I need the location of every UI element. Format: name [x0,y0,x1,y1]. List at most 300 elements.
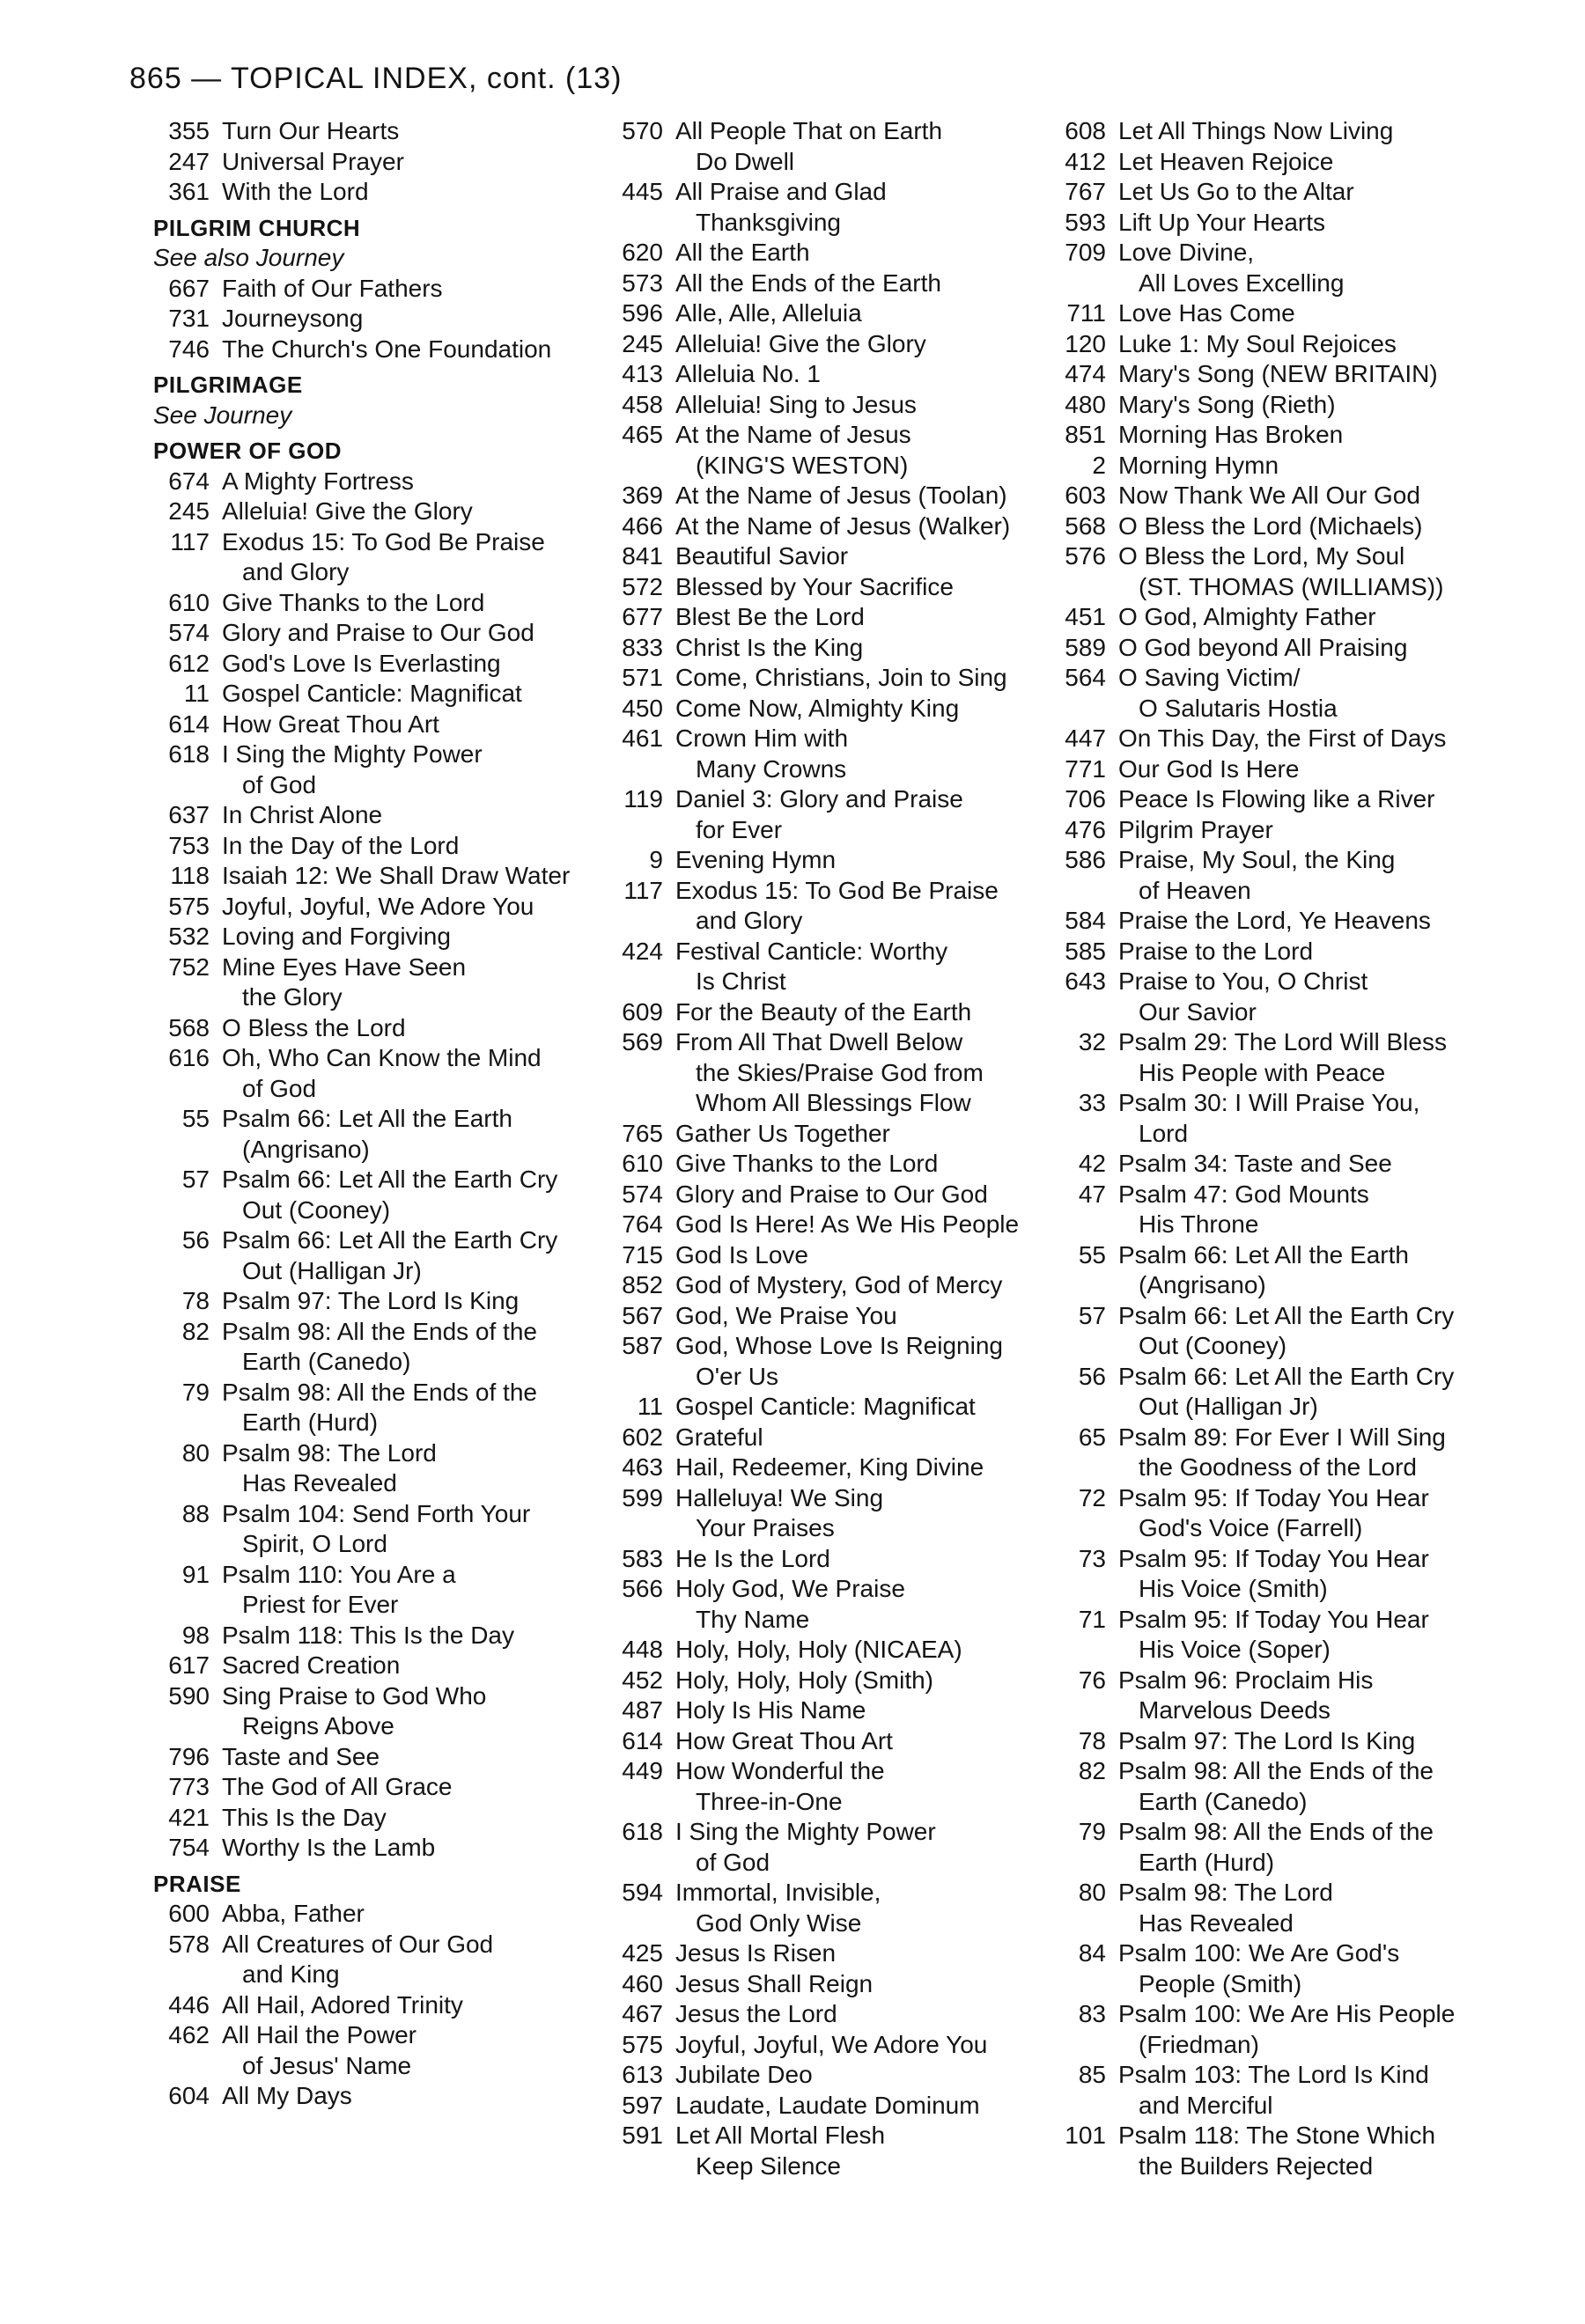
index-entry [594,1969,1035,2000]
entry-title: Praise to the Lord [1118,937,1314,965]
hymn-number: 590 [168,1681,210,1710]
entry-title: For the Beauty of the Earth [675,997,972,1026]
hymn-number: 731 [168,305,210,332]
hymn-number: 833 [622,633,663,661]
entry-title: the Goodness of the Lord [1139,1453,1417,1481]
entry-title: (Angrisano) [1139,1271,1266,1298]
index-entry [594,390,1035,421]
entry-title: God of Mystery, God of Mercy [675,1271,1003,1298]
entry-title: Beautiful Savior [675,542,849,570]
hymn-number: 32 [1078,1028,1106,1055]
entry-title: Alle, Alle, Alleluia [675,299,862,327]
hymn-number: 476 [1065,815,1106,843]
section-heading: PILGRIM CHURCH [153,214,361,241]
entry-title: Laudate, Laudate Dominum [675,2091,980,2119]
hymn-number: 752 [168,952,210,981]
entry-title: of God [242,770,317,798]
hymn-number: 80 [181,1438,210,1467]
entry-title: Mary's Song (Rieth) [1118,390,1336,418]
entry-title: With the Lord [222,178,369,205]
entry-title: Psalm 97: The Lord Is King [1118,1726,1416,1754]
entry-continuation [141,1408,599,1438]
index-entry [1037,511,1495,542]
entry-title: Journeysong [222,305,364,332]
hymn-number: 576 [1065,542,1106,570]
index-entry [594,633,1035,664]
entry-title: Many Crowns [696,754,847,783]
entry-title: All Hail, Adored Trinity [222,1990,463,2019]
entry-title: Marvelous Deeds [1139,1696,1331,1724]
hymn-number: 578 [168,1930,210,1958]
entry-title: His Voice (Smith) [1139,1575,1328,1602]
index-entry [141,274,599,305]
index-entry [141,1772,599,1803]
hymn-number: 584 [1065,907,1106,934]
entry-title: Faith of Our Fathers [222,274,443,302]
index-entry [141,952,599,983]
hymn-number: 617 [168,1651,210,1679]
hymn-number: 84 [1078,1939,1106,1967]
entry-title: Give Thanks to the Lord [675,1150,939,1177]
index-column-3 [1037,116,1495,2181]
entry-title: Holy, Holy, Holy (NICAEA) [675,1636,962,1663]
entry-title: and Glory [696,907,803,934]
index-entry [594,1726,1035,1757]
hymn-number: 421 [168,1803,210,1831]
entry-title: How Great Thou Art [675,1726,893,1754]
hymn-number: 610 [622,1150,663,1177]
index-entry [1037,754,1495,785]
entry-title: Let Us Go to the Altar [1118,178,1354,205]
entry-continuation [594,815,1035,846]
index-entry [1037,1938,1495,1969]
hymn-number: 613 [622,2061,663,2088]
entry-title: Psalm 66: Let All the Earth [222,1105,512,1132]
entry-title: Lord [1139,1119,1189,1147]
entry-title: Turn Our Hearts [222,117,400,144]
hymn-number: 609 [622,997,663,1026]
entry-title: All Praise and Glad [675,178,887,205]
entry-title: Thy Name [696,1605,810,1633]
entry-title: Morning Has Broken [1118,421,1344,448]
entry-title: and Merciful [1139,2091,1273,2119]
index-entry [1037,1301,1495,1332]
entry-continuation [141,1960,599,1990]
entry-title: Love Has Come [1118,299,1295,327]
entry-title: At the Name of Jesus [675,421,911,448]
index-entry [1037,1423,1495,1453]
entry-title: Alleluia! Give the Glory [222,497,473,525]
hymn-number: 55 [181,1105,210,1132]
entry-title: All Hail the Power [222,2021,417,2048]
hymn-number: 446 [168,1990,210,2019]
see-also-note: See also Journey [153,244,344,271]
entry-title: Peace Is Flowing like a River [1118,785,1435,813]
entry-title: Psalm 98: All the Ends of the [1118,1818,1434,1845]
entry-title: Crown Him with [675,724,849,752]
hymn-number: 120 [1065,329,1106,357]
section-heading: PRAISE [153,1870,241,1897]
index-entry [594,1666,1035,1696]
entry-title: Priest for Ever [242,1591,399,1618]
index-entry [141,1833,599,1864]
hymn-number: 82 [1078,1757,1106,1784]
index-entry [141,1104,599,1135]
index-entry [1037,238,1495,268]
index-entry [141,1286,599,1317]
entry-continuation [141,1135,599,1166]
entry-title: Praise, My Soul, the King [1118,846,1396,873]
entry-continuation [141,2051,599,2082]
index-entry [141,861,599,892]
hymn-number: 568 [1065,511,1106,540]
entry-continuation [594,1787,1035,1818]
entry-continuation [594,1058,1035,1089]
entry-continuation [1037,1908,1495,1939]
index-entry [1037,116,1495,147]
index-entry [1037,1726,1495,1757]
entry-title: (Angrisano) [242,1135,370,1163]
entry-title: Out (Cooney) [1139,1332,1287,1359]
entry-title: Has Revealed [1139,1908,1294,1937]
hymn-number: 575 [168,892,210,920]
entry-title: A Mighty Fortress [222,467,414,495]
hymn-number: 596 [622,299,663,327]
index-entry [141,1742,599,1773]
index-entry [141,467,599,497]
entry-title: Halleluya! We Sing [675,1483,884,1511]
index-entry [594,1027,1035,1058]
entry-continuation [594,1908,1035,1939]
entry-title: of God [242,1074,317,1102]
hymn-number: 771 [1065,754,1106,783]
entry-title: Psalm 118: This Is the Day [222,1621,514,1649]
hymn-number: 65 [1078,1423,1106,1451]
index-entry [141,1317,599,1348]
index-entry [594,420,1035,451]
index-entry [594,784,1035,815]
entry-title: Oh, Who Can Know the Mind [222,1044,542,1071]
hymn-number: 567 [622,1301,663,1329]
entry-title: Hail, Redeemer, King Divine [675,1453,984,1481]
entry-continuation [594,1605,1035,1636]
hymn-number: 76 [1078,1666,1106,1694]
index-entry [141,116,599,147]
hymn-number: 585 [1065,937,1106,965]
hymn-number: 465 [622,421,663,448]
entry-title: Out (Halligan Jr) [242,1256,422,1284]
hymn-number: 79 [181,1378,210,1406]
entry-title: O Bless the Lord [222,1013,406,1041]
hymn-number: 88 [181,1499,210,1527]
entry-title: Is Christ [696,967,786,995]
entry-title: Three-in-One [696,1787,843,1815]
index-entry [1037,1027,1495,1058]
entry-title: Psalm 34: Taste and See [1118,1150,1392,1177]
index-entry [1037,937,1495,967]
index-entry [1037,147,1495,178]
index-entry [141,1378,599,1408]
entry-title: All People That on Earth [675,117,943,144]
index-entry [141,1621,599,1651]
index-entry [1037,1878,1495,1908]
index-entry [141,304,599,335]
index-entry [594,1756,1035,1787]
entry-title: Sing Praise to God Who [222,1681,487,1710]
entry-title: Immortal, Invisible, [675,1879,881,1906]
hymn-number: 715 [622,1240,663,1269]
entry-title: Thanksgiving [696,208,841,236]
index-entry [1037,208,1495,239]
hymn-number: 247 [168,147,210,175]
entry-title: Psalm 47: God Mounts [1118,1180,1369,1208]
entry-title: Pilgrim Prayer [1118,815,1273,843]
index-entry [1037,1544,1495,1575]
entry-continuation [1037,572,1495,603]
hymn-number: 841 [622,542,663,570]
hymn-number: 85 [1078,2061,1106,2088]
entry-continuation [1037,876,1495,907]
index-entry [594,724,1035,754]
entry-continuation [1037,2091,1495,2122]
entry-title: of Jesus' Name [242,2051,412,2079]
entry-title: At the Name of Jesus (Toolan) [675,482,1007,509]
index-entry [594,1240,1035,1271]
index-entry [141,335,599,365]
index-entry [141,831,599,862]
index-entry [1037,1149,1495,1180]
entry-title: All the Ends of the Earth [675,268,941,297]
hymn-number: 608 [1065,117,1106,144]
entry-continuation [1037,1969,1495,2000]
index-entry [1037,967,1495,997]
entry-continuation [594,1513,1035,1544]
entry-continuation [141,1590,599,1621]
entry-title: All Creatures of Our God [222,1930,494,1958]
entry-continuation [594,967,1035,997]
index-entry [594,1817,1035,1848]
index-entry [141,649,599,680]
entry-title: Mary's Song (NEW BRITAIN) [1118,360,1438,387]
hymn-number: 487 [622,1696,663,1724]
entry-title: Psalm 100: We Are His People [1118,2000,1456,2027]
index-entry [594,541,1035,572]
entry-title: God Is Love [675,1240,808,1269]
index-entry [594,481,1035,511]
index-entry [594,572,1035,603]
index-entry [141,1990,599,2021]
section-heading: POWER OF GOD [153,438,342,464]
entry-title: Earth (Canedo) [1139,1787,1308,1815]
entry-title: Alleluia! Sing to Jesus [675,390,917,418]
hymn-number: 568 [168,1013,210,1041]
entry-title: of Heaven [1139,876,1251,904]
hymn-number: 78 [181,1287,210,1314]
index-entry [1037,1756,1495,1787]
entry-title: Morning Hymn [1118,451,1279,479]
hymn-number: 706 [1065,785,1106,813]
entry-title: Worthy Is the Lamb [222,1834,436,1861]
entry-continuation [1037,694,1495,724]
hymn-number: 570 [622,117,663,144]
entry-continuation [1037,1452,1495,1483]
entry-title: Universal Prayer [222,147,404,175]
entry-title: Psalm 98: All the Ends of the [1118,1757,1434,1784]
hymn-number: 462 [168,2021,210,2048]
index-entry [594,2121,1035,2151]
hymn-number: 573 [622,268,663,297]
hymn-number: 612 [168,649,210,677]
entry-title: Holy God, We Praise [675,1575,905,1602]
entry-title: Mine Eyes Have Seen [222,952,467,981]
hymn-number: 117 [623,876,663,904]
hymn-number: 452 [622,1666,663,1694]
entry-title: Let Heaven Rejoice [1118,147,1334,175]
index-entry [141,1438,599,1469]
index-entry [1037,633,1495,664]
entry-title: Psalm 98: All the Ends of the [222,1317,537,1345]
entry-title: Psalm 98: The Lord [222,1438,437,1467]
hymn-number: 569 [622,1028,663,1055]
entry-continuation [1037,2151,1495,2182]
entry-title: Holy, Holy, Holy (Smith) [675,1666,934,1694]
index-entry [141,800,599,831]
entry-title: Let All Mortal Flesh [675,2122,886,2149]
hymn-number: 73 [1078,1544,1106,1572]
entry-title: (KING'S WESTON) [696,451,909,479]
index-entry [1037,845,1495,876]
entry-title: Psalm 95: If Today You Hear [1118,1544,1429,1572]
hymn-number: 618 [168,740,210,768]
hymn-number: 119 [623,785,663,813]
hymn-number: 643 [1065,967,1106,995]
entry-title: Taste and See [222,1742,380,1770]
entry-continuation [141,1529,599,1560]
entry-title: From All That Dwell Below [675,1028,963,1055]
index-entry [1037,1666,1495,1696]
entry-title: the Builders Rejected [1139,2151,1374,2180]
index-entry [594,1635,1035,1666]
entry-continuation [141,1256,599,1287]
hymn-number: 767 [1065,178,1106,205]
index-entry [141,679,599,710]
hymn-number: 765 [622,1119,663,1147]
index-entry [141,922,599,952]
entry-title: Whom All Blessings Flow [696,1089,971,1116]
hymn-number: 604 [168,2082,210,2109]
entry-title: Jesus the Lord [675,2000,837,2027]
entry-title: Our God Is Here [1118,754,1300,783]
entry-title: Gospel Canticle: Magnificat [675,1393,976,1420]
index-entry [594,2091,1035,2122]
index-entry [141,1013,599,1044]
entry-title: Has Revealed [242,1469,397,1497]
hymn-number: 480 [1065,390,1106,418]
hymn-number: 11 [183,680,210,707]
hymn-number: 618 [622,1818,663,1845]
hymn-number: 33 [1078,1089,1106,1116]
entry-title: Give Thanks to the Lord [222,588,485,616]
hymn-number: 616 [168,1044,210,1071]
entry-continuation [1037,1119,1495,1150]
index-entry [141,710,599,740]
entry-title: Blest Be the Lord [675,603,865,630]
section-heading: PILGRIMAGE [153,371,303,398]
entry-title: Psalm 110: You Are a [222,1560,456,1588]
hymn-number: 566 [622,1575,663,1602]
index-entry [1037,1240,1495,1271]
entry-title: Psalm 29: The Lord Will Bless [1118,1028,1447,1055]
hymn-number: 355 [168,117,210,144]
index-entry [594,359,1035,390]
hymn-number: 773 [168,1773,210,1800]
index-entry [1037,1180,1495,1210]
hymn-number: 448 [622,1636,663,1663]
index-entry [594,1574,1035,1605]
hymn-number: 620 [622,239,663,266]
entry-title: Psalm 30: I Will Praise You, [1118,1089,1420,1116]
hymn-number: 589 [1065,633,1106,661]
entry-title: Praise the Lord, Ye Heavens [1118,907,1431,934]
entry-title: Spirit, O Lord [242,1530,387,1557]
entry-title: Praise to You, O Christ [1118,967,1368,995]
index-entry [1037,724,1495,754]
entry-title: Lift Up Your Hearts [1118,208,1326,236]
index-entry [594,1119,1035,1150]
hymn-number: 746 [168,335,210,363]
index-entry [1037,2121,1495,2151]
entry-title: On This Day, the First of Days [1118,724,1447,752]
entry-continuation [1037,1210,1495,1240]
entry-title: Evening Hymn [675,846,837,873]
entry-title: Psalm 98: The Lord [1118,1879,1333,1906]
hymn-number: 56 [181,1226,210,1254]
entry-title: Isaiah 12: We Shall Draw Water [222,862,571,889]
entry-title: God, We Praise You [675,1301,897,1329]
entry-title: This Is the Day [222,1803,387,1831]
index-entry [141,1560,599,1591]
hymn-number: 425 [622,1939,663,1967]
entry-title: and King [242,1960,340,1988]
hymn-number: 82 [181,1317,210,1345]
entry-title: O Salutaris Hostia [1139,694,1338,722]
hymn-number: 101 [1065,2122,1106,2149]
index-entry [594,268,1035,299]
entry-title: (Friedman) [1139,2030,1259,2058]
index-entry [594,238,1035,268]
entry-continuation [141,1347,599,1378]
hymn-number: 57 [181,1166,210,1193]
entry-title: Blessed by Your Sacrifice [675,572,954,600]
hymn-number: 709 [1065,239,1106,266]
index-entry [594,1210,1035,1240]
entry-title: Love Divine, [1118,239,1255,266]
entry-continuation [1037,1574,1495,1605]
hymn-number: 118 [170,862,210,889]
entry-title: Do Dwell [696,147,795,175]
hymn-number: 583 [622,1544,663,1572]
index-entry [141,588,599,619]
entry-continuation [141,1074,599,1105]
entry-continuation [141,557,599,588]
index-entry [1037,663,1495,694]
hymn-number: 466 [622,511,663,540]
index-entry [594,1695,1035,1726]
hymn-number: 91 [181,1560,210,1588]
index-entry [594,876,1035,907]
index-entry [141,2020,599,2051]
hymn-number: 80 [1078,1879,1106,1906]
